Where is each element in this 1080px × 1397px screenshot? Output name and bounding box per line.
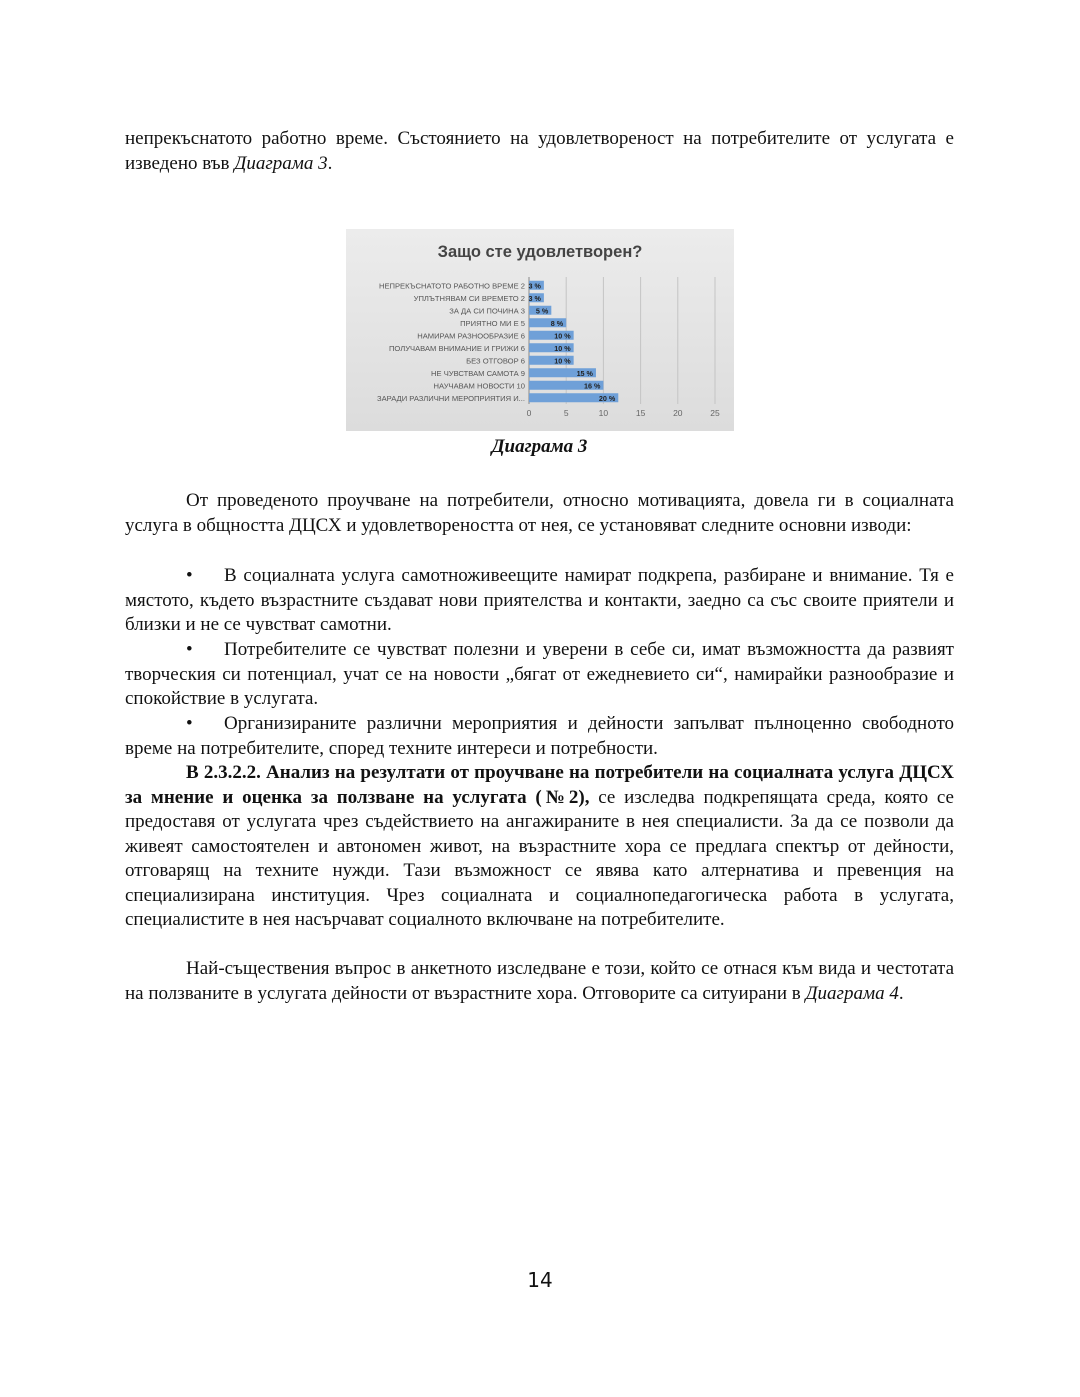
bullet-dot: •	[186, 639, 193, 660]
bullet-dot: •	[186, 565, 193, 586]
chart-category-label: НАМИРАМ РАЗНООБРАЗИЕ 6	[417, 331, 525, 341]
chart-category-label: НЕ ЧУВСТВАМ САМОТА 9	[431, 368, 525, 378]
bullet-dot: •	[186, 713, 193, 734]
chart-data-label: 10 %	[554, 356, 571, 366]
analysis-paragraph	[125, 761, 954, 933]
diagram-3-reference: Диаграма 3	[234, 152, 328, 174]
chart-x-tick-label: 5	[563, 408, 569, 418]
chart-diagram-3	[346, 229, 734, 431]
conclusion-intro: От проведеното проучване на потребители, относно мотивацията, довела ги в социалната услуга в общността ДЦСХ и удовлетвореността от нея, се установяват следните основни изводи:	[125, 490, 954, 536]
bullet-item	[125, 712, 954, 761]
chart-category-label: НЕПРЕКЪСНАТОТО РАБОТНО ВРЕМЕ 2	[378, 281, 525, 291]
bullet-item	[125, 638, 954, 712]
chart-data-label: 8 %	[550, 318, 564, 328]
chart-x-tick-label: 15	[635, 408, 646, 418]
chart-category-label: ЗА ДА СИ ПОЧИНА 3	[449, 306, 525, 316]
chart-category-label: ПОЛУЧАВАМ ВНИМАНИЕ И ГРИЖИ 6	[388, 343, 525, 353]
chart-svg	[346, 229, 734, 431]
final-paragraph	[125, 957, 954, 1006]
chart-category-label: УПЛЪТНЯВАМ СИ ВРЕМЕТО 2	[413, 293, 525, 303]
bullet-text: В социалната услуга самотноживеещите намират подкрепа, разбиране и внимание. Тя е мястото, където възрастните създават нови приятелства и контакти, заедно са със своите приятели и близки и не се чувстват самотни.	[125, 565, 954, 635]
intro-end: .	[327, 152, 333, 174]
intro-text: непрекъснатото работно време. Състоянието на удовлетвореност на потребителите от услугата е изведено във	[125, 128, 954, 174]
chart-data-label: 16 %	[584, 381, 601, 391]
bullet-item	[125, 564, 954, 638]
chart-data-label: 10 %	[554, 331, 571, 341]
chart-category-label: ЗАРАДИ РАЗЛИЧНИ МЕРОПРИЯТИЯ И...	[377, 393, 525, 403]
chart-x-tick-label: 0	[526, 408, 532, 418]
chart-data-label: 3 %	[528, 281, 541, 291]
chart-category-label: ПРИЯТНО МИ Е 5	[460, 318, 525, 328]
chart-title: Защо сте удовлетворен?	[437, 243, 643, 261]
analysis-heading: В 2.3.2.2. Анализ на резултати от проучване на потребители на социалната услуга ДЦСХ за мнение и оценка за ползване на услугата (№2),	[125, 762, 954, 808]
intro-paragraph	[125, 127, 954, 176]
final-text: Най-съществения въпрос в анкетното изследване е този, който се отнася към вида и честотата на ползваните в услугата дейности от възрастните хора. Отговорите са ситуирани в	[125, 958, 954, 1004]
bullet-text: Потребителите се чувстват полезни и уверени в себе си, имат възможността да развият творческия си потенциал, учат се на новости „бягат от ежедневието си“, намирайки разнообразие и спокойствие в услугата.	[125, 639, 954, 709]
chart-data-label: 20 %	[598, 393, 616, 403]
chart-category-label: БЕЗ ОТГОВОР 6	[466, 356, 525, 366]
chart-category-label: НАУЧАВАМ НОВОСТИ 10	[433, 381, 525, 391]
chart-x-tick-label: 20	[673, 408, 683, 418]
chart-data-label: 3 %	[528, 293, 541, 303]
chart-data-label: 15 %	[576, 368, 593, 378]
chart-x-tick-label: 25	[710, 408, 720, 418]
figure-caption: Диаграма 3	[491, 436, 588, 457]
bullet-text: Организираните различни мероприятия и дейности запълват пълноценно свободното време на потребителите, според техните интереси и потребности.	[125, 713, 954, 759]
final-end: .	[898, 982, 904, 1004]
chart-data-label: 10 %	[554, 343, 571, 353]
chart-x-tick-label: 10	[598, 408, 609, 418]
diagram-4-reference: Диаграма 4	[805, 982, 899, 1004]
page-number: 14	[527, 1268, 553, 1292]
chart-data-label: 5 %	[535, 306, 549, 316]
analysis-text: се изследва подкрепящата среда, която се предоставя от услугата чрез съдействието на ангажираните в нея специалисти. За да се позволи да живеят самостоятелен и автономен живот, на възрастните хора се предлага спектър от дейности, отговарящ на техните нужди. Тази възможност се явява като алтернатива и превенция на специализирана институция. Чрез социалната и социалнопедагогическа работа в услугата, специалистите в нея насърчават социалното включване на потребителите.	[125, 786, 954, 930]
